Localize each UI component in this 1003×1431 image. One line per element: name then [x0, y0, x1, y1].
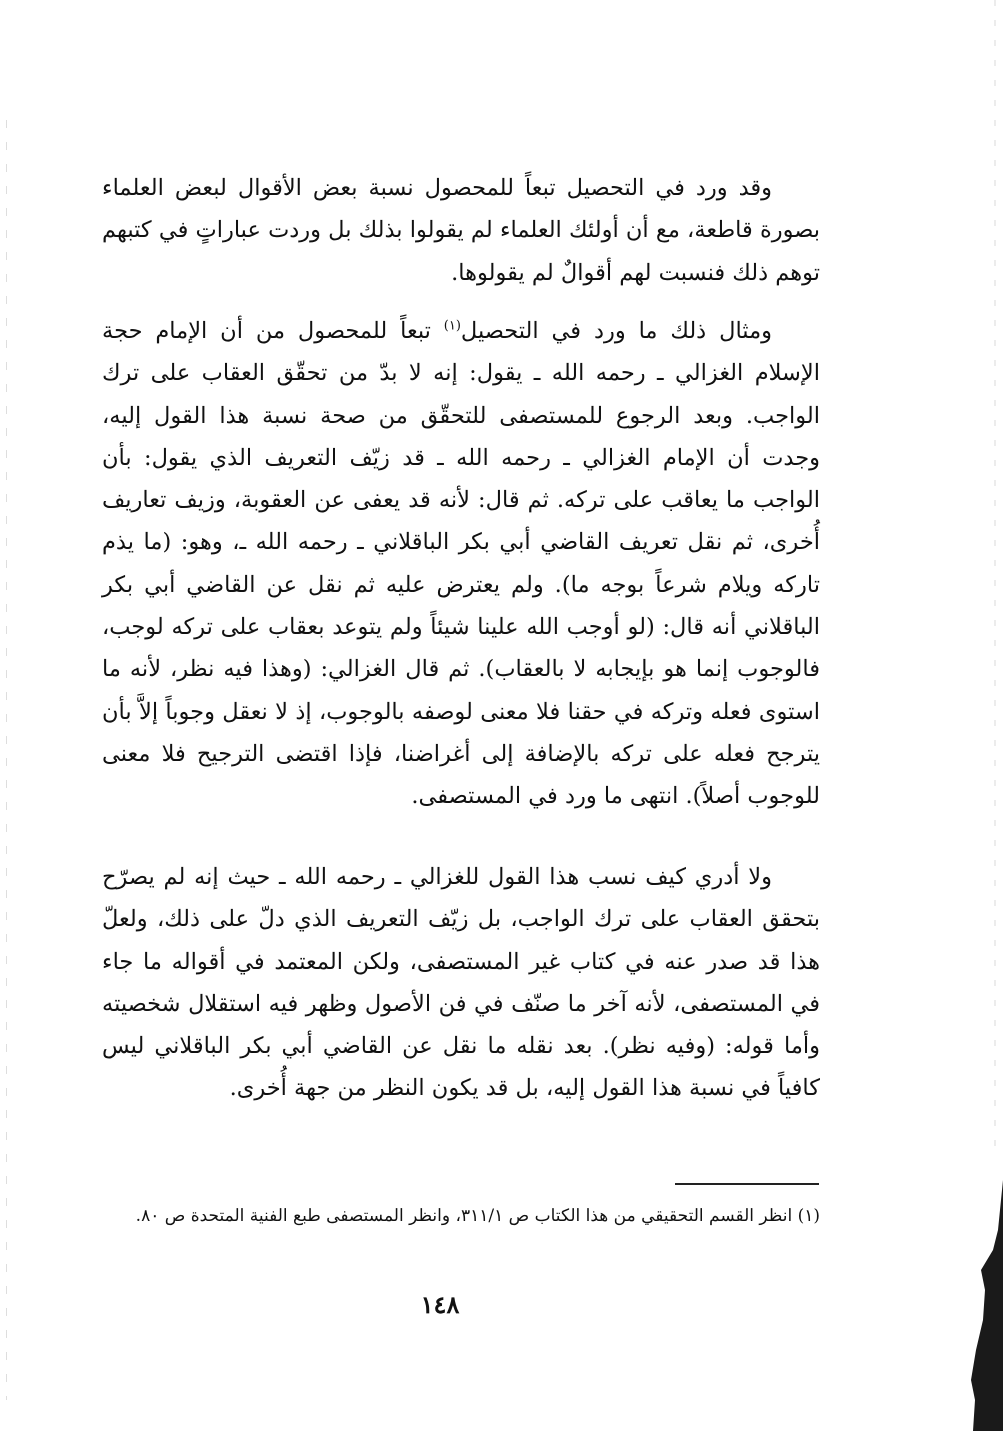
paragraph-3 [102, 856, 820, 1110]
paragraph-1-text: وقد ورد في التحصيل تبعاً للمحصول نسبة بعض الأقوال لبعض العلماء بصورة قاطعة، مع أن أولئك العلماء لم يقولوا بذلك بل وردت عباراتٍ في كتبهم توهم ذلك فنسبت لهم أقوالٌ لم يقولوها. [102, 175, 820, 286]
paragraph-2-text: تبعاً للمحصول من أن الإمام حجة الإسلام الغزالي ـ رحمه الله ـ يقول: إنه لا بدّ من تحقّق العقاب على ترك الواجب. وبعد الرجوع للمستصفى للتحقّق من صحة نسبة هذا القول إليه، وجدت أن الإمام الغزالي ـ رحمه الله ـ قد زيّف التعريف الذي يقول: بأن الواجب ما يعاقب على تركه. ثم قال: لأنه قد يعفى عن العقوبة، وزيف تعاريف أُخرى، ثم نقل تعريف القاضي أبي بكر الباقلاني ـ رحمه الله ـ، وهو: (ما يذم تاركه ويلام شرعاً بوجه ما). ولم يعترض عليه ثم نقل عن القاضي أبي بكر الباقلاني أنه قال: (لو أوجب الله علينا شيئاً ولم يتوعد بعقاب على تركه لوجب، فالوجوب إنما هو بإيجابه لا بالعقاب). ثم قال الغزالي: (وهذا فيه نظر، لأنه ما استوى فعله وتركه في حقنا فلا معنى لوصفه بالوجوب، إذ لا نعقل وجوباً إلاَّ بأن يترجح فعله على تركه بالإضافة إلى أغراضنا، فإذا اقتضى الترجيح فلا معنى للوجوب أصلاً). انتهى ما ورد في المستصفى. [102, 318, 820, 810]
paragraph-2-lead-text: ومثال ذلك ما ورد في التحصيل [460, 318, 773, 344]
page-number: ١٤٨ [420, 1290, 460, 1319]
footnote-separator [675, 1183, 819, 1185]
scan-left-edge-marks [6, 120, 7, 1400]
footnote: (١) انظر القسم التحقيقي من هذا الكتاب ص ٣١١/١، وانظر المستصفى طبع الفنية المتحدة ص ٨٠. [135, 1206, 820, 1226]
paragraph-1 [102, 167, 820, 294]
footnote-reference: (١) [443, 318, 461, 334]
paragraph-2 [102, 310, 820, 818]
scan-right-edge-shadow [943, 0, 1003, 1431]
paragraph-3-text: ولا أدري كيف نسب هذا القول للغزالي ـ رحمه الله ـ حيث إنه لم يصرّح بتحقق العقاب على ترك الواجب، بل زيّف التعريف الذي دلّ على ذلك، ولعلّ هذا قد صدر عنه في كتاب غير المستصفى، ولكن المعتمد في أقواله ما جاء في المستصفى، لأنه آخر ما صنّف في فن الأصول وظهر فيه استقلال شخصيته وأما قوله: (وفيه نظر). بعد نقله ما نقل عن القاضي أبي بكر الباقلاني ليس كافياً في نسبة هذا القول إليه، بل قد يكون النظر من جهة أُخرى. [102, 864, 820, 1102]
